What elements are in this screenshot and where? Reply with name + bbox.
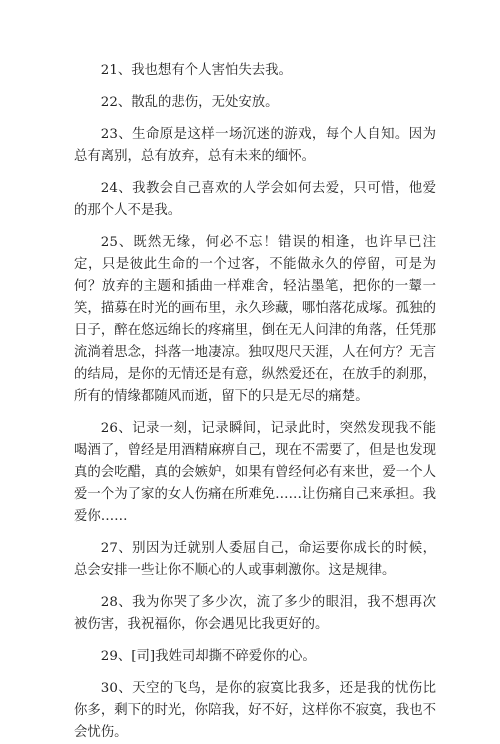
paragraph-22: 22、散乱的悲伤，无处安放。 — [100, 95, 279, 110]
paragraph-25: 25、既然无缘，何必不忘！错误的相逢，也许早已注定，只是彼此生命的一个过客，不能做永久的停留，可是为何？放弃的主题和插曲一样难舍，轻沾墨笔，把你的一颦一笑，描募在时光的画布里，永久珍藏，哪怕落花成塚。孤独的日子，醉在悠远绵长的疼痛里，倒在无人问津的角落，任凭那流淌着思念，抖落一地凄凉。独叹咫尺天涯，人在何方？无言的结局，是你的无情还是有意，纵然爱还在，在放手的刹那，所有的情缘都随风而逝，留下的只是无尽的痛楚。 — [74, 235, 436, 404]
paragraph-30: 30、天空的飞鸟，是你的寂寞比我多，还是我的忧伤比你多，剩下的时光，你陪我，好不好，这样你不寂寞，我也不会忧伤。 — [74, 681, 436, 740]
paragraph-23: 23、生命原是这样一场沉迷的游戏，每个人自知。因为总有离别，总有放弃，总有未来的缅怀。 — [74, 127, 436, 164]
paragraph-26: 26、记录一刻，记录瞬间，记录此时，突然发现我不能喝酒了，曾经是用酒精麻痹自己，现在不需要了，但是也发现真的会吃醋，真的会嫉妒，如果有曾经何必有来世，爱一个人爱一个为了家的女人伤痛在所难免……让伤痛自己来承担。我爱你…… — [74, 421, 436, 524]
paragraph-27: 27、别因为迁就别人委屈自己，命运要你成长的时候，总会安排一些让你不顺心的人或事刺激你。这是规律。 — [74, 541, 436, 578]
paragraph-21: 21、我也想有个人害怕失去我。 — [100, 63, 292, 78]
paragraph-29: 29、[司]我姓司却撕不碎爱你的心。 — [100, 649, 316, 664]
paragraph-28: 28、我为你哭了多少次，流了多少的眼泪，我不想再次被伤害，我祝福你，你会遇见比我更好的。 — [74, 595, 436, 632]
paragraph-24: 24、我教会自己喜欢的人学会如何去爱，只可惜，他爱的那个人不是我。 — [74, 181, 436, 218]
article-body — [74, 60, 436, 744]
